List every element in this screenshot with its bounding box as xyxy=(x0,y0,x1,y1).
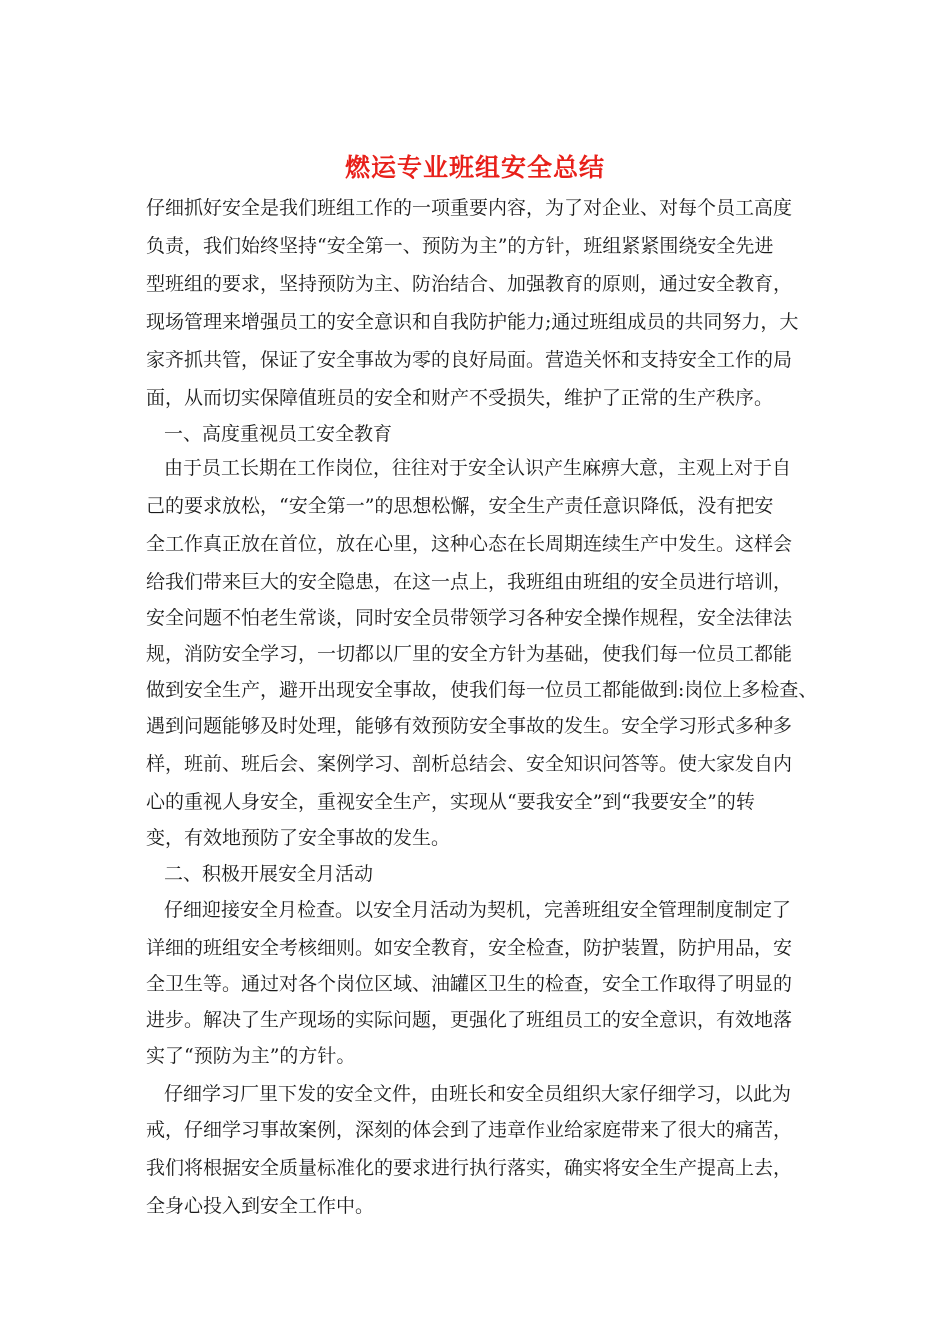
text-line: 型班组的要求，坚持预防为主、防治结合、加强教育的原则，通过安全教育， xyxy=(146,273,793,295)
section-heading: 一、高度重视员工安全教育 xyxy=(164,423,393,445)
text-line: 现场管理来增强员工的安全意识和自我防护能力;通过班组成员的共同努力，大 xyxy=(146,311,799,333)
text-line: 安全问题不怕老生常谈，同时安全员带领学习各种安全操作规程，安全法律法 xyxy=(146,607,793,629)
text-line: 仔细学习厂里下发的安全文件，由班长和安全员组织大家仔细学习，以此为 xyxy=(164,1083,792,1105)
text-line: 给我们带来巨大的安全隐患，在这一点上，我班组由班组的安全员进行培训， xyxy=(146,571,793,593)
text-line: 进步。解决了生产现场的实际问题，更强化了班组员工的安全意识，有效地落 xyxy=(146,1009,793,1031)
text-line: 做到安全生产，避开出现安全事故，使我们每一位员工都能做到:岗位上多检查、 xyxy=(146,679,818,701)
text-line: 己的要求放松，“安全第一”的思想松懈，安全生产责任意识降低，没有把安 xyxy=(146,495,774,517)
text-line: 实了“预防为主”的方针。 xyxy=(146,1045,356,1067)
text-line: 详细的班组安全考核细则。如安全教育，安全检查，防护装置，防护用品，安 xyxy=(146,937,793,959)
text-line: 全身心投入到安全工作中。 xyxy=(146,1195,375,1217)
text-line: 样，班前、班后会、案例学习、剖析总结会、安全知识问答等。使大家发自内 xyxy=(146,753,793,775)
text-line: 全工作真正放在首位，放在心里，这种心态在长周期连续生产中发生。这样会 xyxy=(146,533,793,555)
text-line: 戒，仔细学习事故案例，深刻的体会到了违章作业给家庭带来了很大的痛苦， xyxy=(146,1119,793,1141)
text-line: 仔细迎接安全月检查。以安全月活动为契机，完善班组安全管理制度制定了 xyxy=(164,899,792,921)
document-title: 燃运专业班组安全总结 xyxy=(344,153,605,182)
text-line: 面，从而切实保障值班员的安全和财产不受损失，维护了正常的生产秩序。 xyxy=(146,387,774,409)
text-line: 遇到问题能够及时处理，能够有效预防安全事故的发生。安全学习形式多种多 xyxy=(146,715,793,737)
section-heading: 二、积极开展安全月活动 xyxy=(164,863,374,885)
text-line: 由于员工长期在工作岗位，往往对于安全认识产生麻痹大意，主观上对于自 xyxy=(164,457,792,479)
text-line: 我们将根据安全质量标准化的要求进行执行落实，确实将安全生产提高上去， xyxy=(146,1157,793,1179)
text-line: 负责，我们始终坚持“安全第一、预防为主”的方针，班组紧紧围绕安全先进 xyxy=(146,235,774,257)
text-line: 心的重视人身安全，重视安全生产，实现从“要我安全”到“我要安全”的转 xyxy=(146,791,755,813)
text-line: 变，有效地预防了安全事故的发生。 xyxy=(146,827,451,849)
text-line: 仔细抓好安全是我们班组工作的一项重要内容，为了对企业、对每个员工高度 xyxy=(146,197,793,219)
text-line: 规，消防安全学习，一切都以厂里的安全方针为基础，使我们每一位员工都能 xyxy=(146,643,793,665)
text-line: 家齐抓共管，保证了安全事故为零的良好局面。营造关怀和支持安全工作的局 xyxy=(146,349,793,371)
text-line: 全卫生等。通过对各个岗位区域、油罐区卫生的检查，安全工作取得了明显的 xyxy=(146,973,793,995)
